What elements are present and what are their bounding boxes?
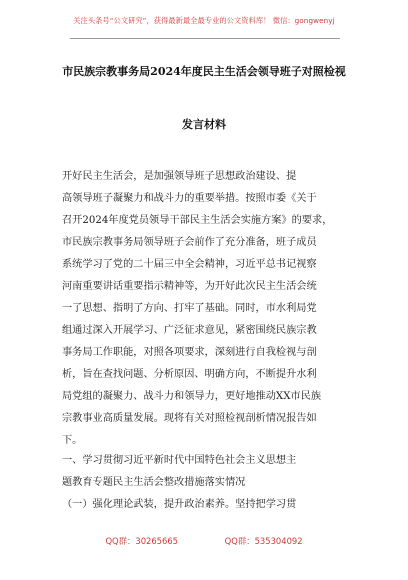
section-heading-1 <box>62 450 350 494</box>
text-line: 市民族宗教事务局领导班子会前作了充分准备，班子成员 <box>62 237 317 248</box>
qq-group-2: QQ群：535304092 <box>224 536 303 546</box>
text-line: 召开2024年度党员领导干部民主生活会实施方案》的要求， <box>62 215 333 226</box>
text-line: 高领导班子凝聚力和战斗力的重要举措。按照市委《关于 <box>62 193 317 204</box>
text-line: 一、学习贯彻习近平新时代中国特色社会主义思想主 <box>62 455 297 466</box>
footer-contacts <box>0 535 408 547</box>
header-divider <box>70 38 340 39</box>
header-notice: 关注头条号“公文研究”，获得最新最全最专业的公文资料库！ 微信：gongwenyj <box>73 16 335 25</box>
text-line: 一了思想、指明了方向、打牢了基础。同时，市水利局党 <box>62 303 317 314</box>
text-line: （一）强化理论武装，提升政治素养。坚持把学习贯 <box>62 499 297 510</box>
document-title: 市民族宗教事务局2024年度民主生活会领导班子对照检视 <box>62 65 346 78</box>
text-line: 系统学习了党的二十届三中全会精神，习近平总书记视察 <box>62 259 317 270</box>
text-line: 下。 <box>62 435 83 446</box>
text-line: 题教育专题民主生活会整改措施落实情况 <box>62 477 246 488</box>
text-line: 组通过深入开展学习、广泛征求意见，紧密围绕民族宗教 <box>62 325 317 336</box>
text-line: 局党组的凝聚力、战斗力和领导力，更好地推动XX市民族 <box>62 391 322 402</box>
text-line: 宗教事业高质量发展。现将有关对照检视剖析情况报告如 <box>62 413 317 424</box>
document-subtitle: 发言材料 <box>182 118 226 131</box>
qq-group-1: QQ群：30265665 <box>105 536 178 546</box>
text-line: 析，旨在查找问题、分析原因、明确方向，不断提升水利 <box>62 369 317 380</box>
text-line: 开好民主生活会，是加强领导班子思想政治建设、提 <box>62 171 297 182</box>
text-line: 事务局工作职能，对照各项要求，深刻进行自我检视与剖 <box>62 347 317 358</box>
subsection-1 <box>62 494 350 516</box>
paragraph-intro <box>62 166 350 452</box>
text-line: 河南重要讲话重要指示精神等，为开好此次民主生活会统 <box>62 281 317 292</box>
